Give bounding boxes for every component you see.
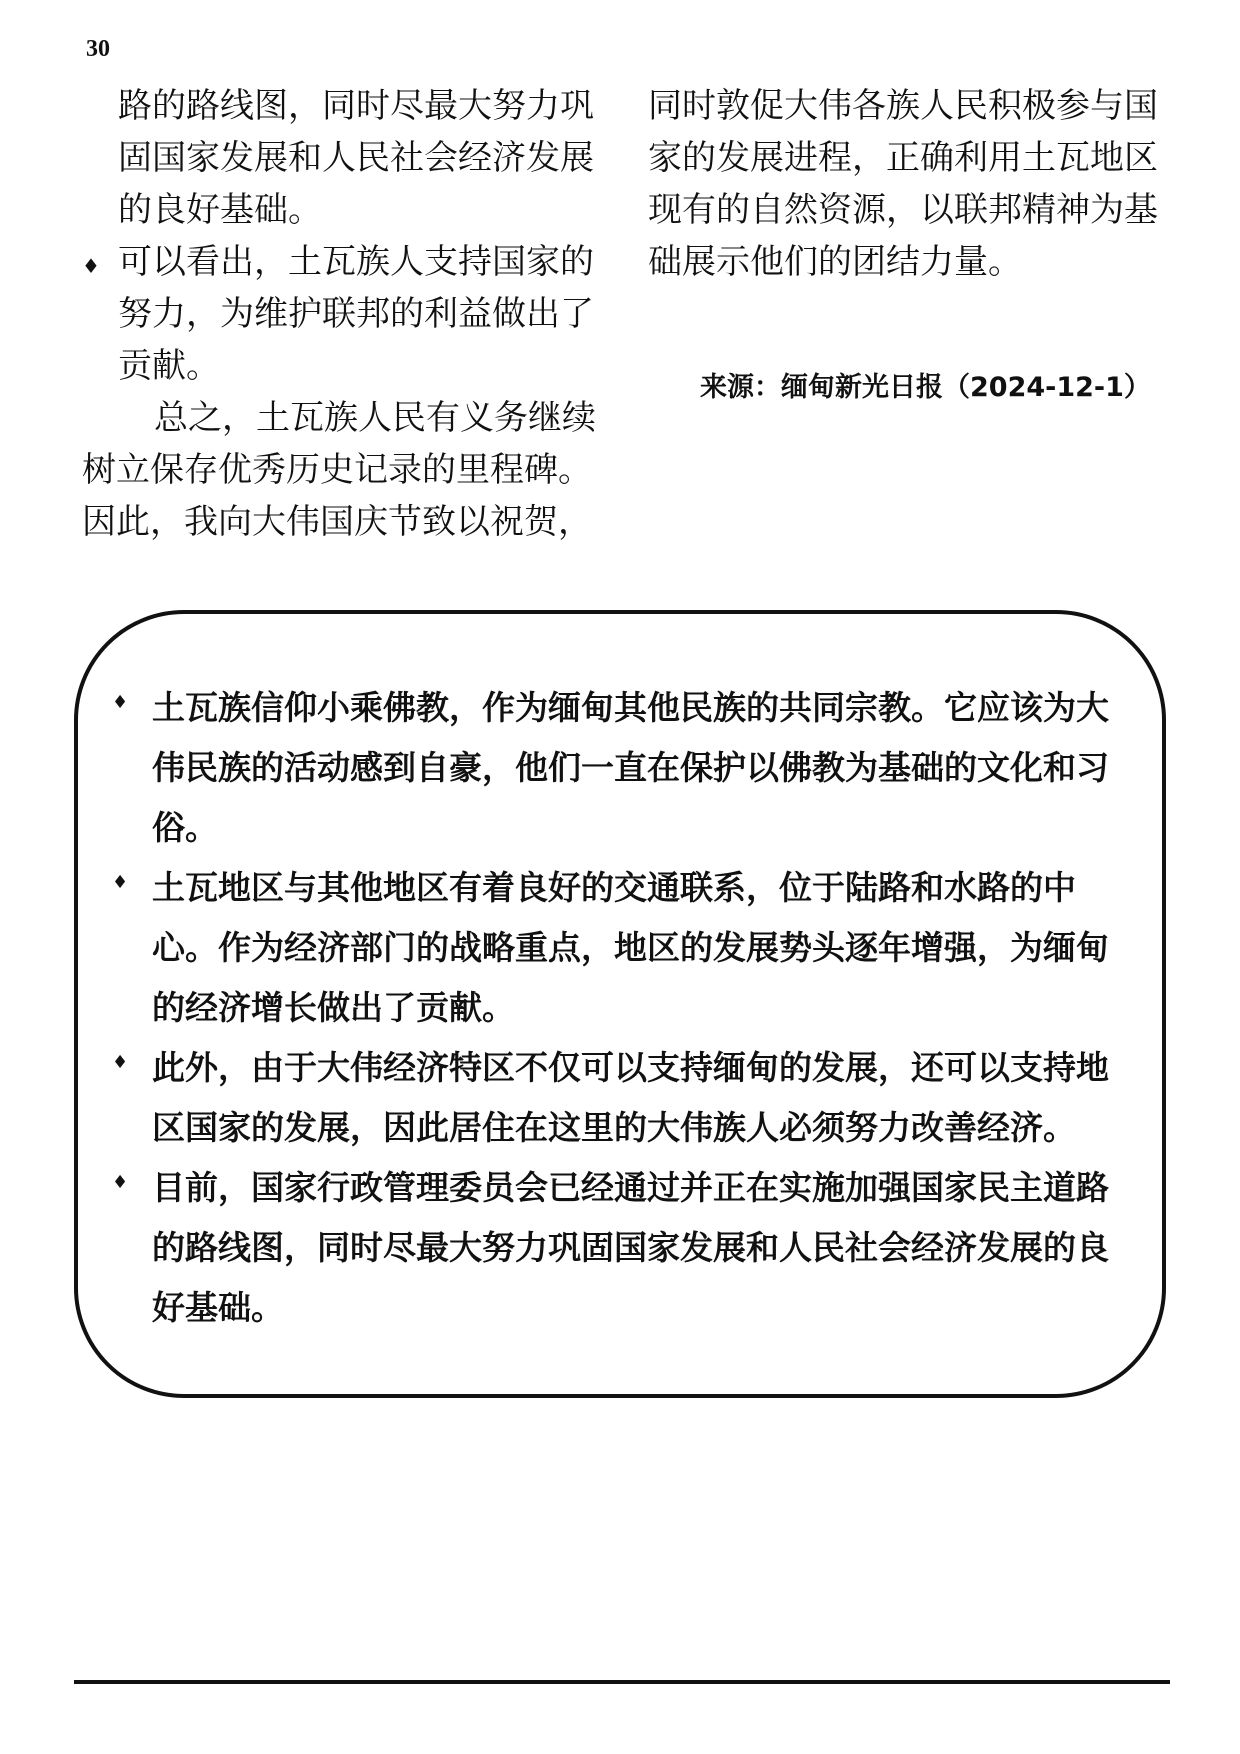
summary-list [112, 678, 1152, 1338]
text-line: 伟民族的活动感到自豪，他们一直在保护以佛教为基础的文化和习 [152, 748, 1109, 787]
page-number: 30 [86, 36, 110, 62]
text-line: 目前，国家行政管理委员会已经通过并正在实施加强国家民主道路 [152, 1168, 1109, 1207]
text-line: 俗。 [152, 808, 218, 847]
text-line: 现有的自然资源，以联邦精神为基 [648, 190, 1158, 230]
text-line: 此外，由于大伟经济特区不仅可以支持缅甸的发展，还可以支持地 [152, 1048, 1109, 1087]
text-line: 总之，土瓦族人民有义务继续 [154, 398, 596, 438]
text-line: 好基础。 [152, 1288, 284, 1327]
diamond-bullet-icon: ♦ [112, 1172, 129, 1193]
diamond-bullet-icon: ♦ [112, 1052, 129, 1073]
text-line: 努力，为维护联邦的利益做出了 [118, 294, 594, 334]
text-line: 固国家发展和人民社会经济发展 [118, 138, 594, 178]
text-line: 的路线图，同时尽最大努力巩固国家发展和人民社会经济发展的良 [152, 1228, 1109, 1267]
text-line: 贡献。 [118, 346, 220, 386]
source-citation: 来源：缅甸新光日报（2024-12-1） [700, 372, 1151, 403]
text-line: 因此，我向大伟国庆节致以祝贺， [82, 502, 592, 542]
list-item [112, 678, 1152, 858]
text-line: 的经济增长做出了贡献。 [152, 988, 515, 1027]
text-line: 家的发展进程，正确利用土瓦地区 [648, 138, 1158, 178]
text-line: 础展示他们的团结力量。 [648, 242, 1022, 282]
text-line: 同时敦促大伟各族人民积极参与国 [648, 86, 1158, 126]
left-column [82, 80, 612, 548]
bullet-item [82, 236, 612, 288]
list-item [112, 1158, 1152, 1338]
text-line: 可以看出，土瓦族人支持国家的 [118, 242, 594, 282]
text-line: 土瓦族信仰小乘佛教，作为缅甸其他民族的共同宗教。它应该为大 [152, 688, 1109, 727]
text-line: 土瓦地区与其他地区有着良好的交通联系，位于陆路和水路的中 [152, 868, 1076, 907]
footer-divider [74, 1680, 1170, 1684]
list-item [112, 858, 1152, 1038]
text-line: 心。作为经济部门的战略重点，地区的发展势头逐年增强，为缅甸 [152, 928, 1109, 967]
text-line: 区国家的发展，因此居住在这里的大伟族人必须努力改善经济。 [152, 1108, 1076, 1147]
diamond-bullet-icon: ♦ [112, 872, 129, 893]
list-item [112, 1038, 1152, 1158]
text-line: 的良好基础。 [118, 190, 322, 230]
diamond-bullet-icon: ♦ [82, 254, 100, 278]
right-column [648, 80, 1168, 288]
diamond-bullet-icon: ♦ [112, 692, 129, 713]
text-line: 路的路线图，同时尽最大努力巩 [118, 86, 594, 126]
text-line: 树立保存优秀历史记录的里程碑。 [82, 450, 592, 490]
